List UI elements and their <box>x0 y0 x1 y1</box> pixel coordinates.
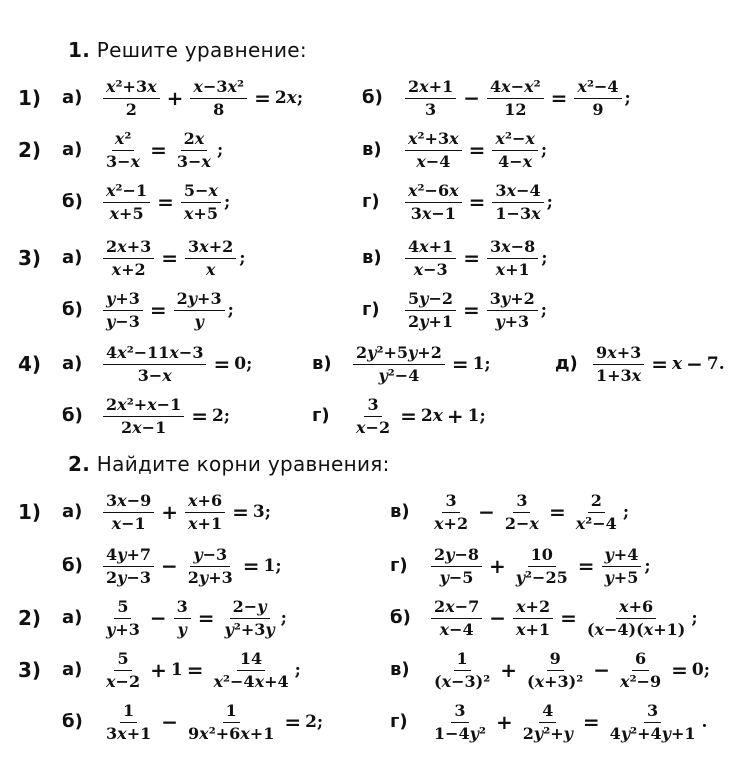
item-label: г) <box>362 299 380 320</box>
item-label: а) <box>62 607 83 628</box>
equation: $\frac{\text{x²}}{3-x}$ = $\frac{2x}{3-x}$ ; <box>106 128 224 171</box>
item-label: г) <box>390 555 408 576</box>
equation: $\frac{1}{\text{(x−3)²}}$ + $\frac{9}{\text{(x+3)²}}$ − $\frac{6}{\text{x²−9}}$ = 0; <box>434 648 710 691</box>
section-2-number: 2. <box>68 452 91 476</box>
item-label: б) <box>62 555 83 576</box>
equation: $\frac{9x+3}{1+3x}$ = x − 7. <box>590 334 725 394</box>
item-label: б) <box>62 711 83 732</box>
section-2-title: Найдите корни уравнения: <box>96 452 390 476</box>
equation: $\frac{\text{2x²+x−1}}{2x-1}$ = 2; <box>100 386 230 446</box>
equation: $\frac{2x+3}{x+2}$ = $\frac{3x+2}{x}$ ; <box>100 228 246 288</box>
item-label: в) <box>362 139 382 160</box>
item-label: б) <box>390 607 411 628</box>
equation: $\frac{2x+1}{3}$ − $\frac{\text{4x−x²}}{12}$ = $\frac{\text{x²−4}}{9}$ ; <box>402 68 631 128</box>
item-label: а) <box>62 501 83 522</box>
item-label: г) <box>312 405 330 426</box>
section-1-number: 1. <box>68 38 91 62</box>
exercise-number: 1) <box>18 86 42 110</box>
item-label: а) <box>62 659 83 680</box>
equation: $\frac{4y+7}{2y-3}$ − $\frac{y-3}{2y+3}$ = 1; <box>100 536 282 596</box>
equation: $\frac{3x-9}{x-1}$ + $\frac{x+6}{x+1}$ = 3; <box>100 482 271 542</box>
equation: $\frac{5y-2}{2y+1}$ = $\frac{3y+2}{y+3}$ ; <box>402 280 547 340</box>
equation: $\frac{3}{\text{1−4y²}}$ + $\frac{4}{\text{2y²+y}}$ = $\frac{3}{\text{4y²+4y+1}}$ . <box>434 700 708 743</box>
equation: $\frac{\text{x²−6x}}{3x-1}$ = $\frac{3x-4}{1-3x}$ ; <box>402 172 553 232</box>
equation: $\frac{5}{x-2}$ + 1 = $\frac{14}{\text{x²−4x+4}}$ ; <box>106 648 301 691</box>
item-label: в) <box>362 247 382 268</box>
item-label: в) <box>312 353 332 374</box>
equation: $\frac{\text{x²+3x}}{2}$ + $\frac{\text{x−3x²}}{8}$ = 2 x ; <box>100 68 303 128</box>
item-label: г) <box>362 191 380 212</box>
item-label: д) <box>555 353 578 374</box>
equation: $\frac{4x+1}{x-3}$ = $\frac{3x-8}{x+1}$ ; <box>402 228 548 288</box>
equation: $\frac{y+3}{y-3}$ = $\frac{2y+3}{y}$ ; <box>100 280 234 340</box>
exercise-number: 1) <box>18 500 42 524</box>
equation: $\frac{2y-8}{y-5}$ + $\frac{10}{\text{y²−25}}$ = $\frac{y+4}{y+5}$ ; <box>428 536 651 596</box>
exercise-number: 3) <box>18 658 42 682</box>
item-label: в) <box>390 501 410 522</box>
item-label: а) <box>62 139 83 160</box>
item-label: б) <box>62 405 83 426</box>
item-label: а) <box>62 87 83 108</box>
equation: $\frac{1}{3x+1}$ − $\frac{1}{\text{9x²+6x+1}}$ = 2; <box>106 700 324 743</box>
section-1-heading <box>68 38 307 62</box>
exercise-number: 2) <box>18 138 42 162</box>
item-label: а) <box>62 247 83 268</box>
item-label: а) <box>62 353 83 374</box>
equation: $\frac{\text{x²−1}}{x+5}$ = $\frac{5-x}{x+5}$ ; <box>100 172 230 232</box>
section-1-title: Решите уравнение: <box>96 38 307 62</box>
equation: $\frac{3}{x+2}$ − $\frac{3}{2-x}$ = $\frac{2}{\text{x²−4}}$ ; <box>434 490 630 533</box>
item-label: б) <box>362 87 383 108</box>
exercise-number: 3) <box>18 246 42 270</box>
equation: $\frac{\text{4x²−11x−3}}{3-x}$ = 0; <box>100 334 252 394</box>
equation: $\frac{\text{x²+3x}}{x-4}$ = $\frac{\text{x²−x}}{4-x}$ ; <box>402 120 547 180</box>
item-label: б) <box>62 191 83 212</box>
item-label: г) <box>390 711 408 732</box>
equation: $\frac{3}{x-2}$ = 2 x + 1; <box>356 394 486 437</box>
item-label: б) <box>62 299 83 320</box>
equation: $\frac{5}{y+3}$ − $\frac{3}{y}$ = $\frac{2-y}{\text{y²+3y}}$ ; <box>106 596 287 639</box>
equation: $\frac{2x-7}{x-4}$ − $\frac{x+2}{x+1}$ = $\frac{x+6}{(x-4)(x+1)}$ ; <box>428 588 698 648</box>
equation: $\frac{\text{2y²+5y+2}}{\text{y²−4}}$ = 1; <box>350 334 491 394</box>
exercise-number: 4) <box>18 352 42 376</box>
item-label: в) <box>390 659 410 680</box>
exercise-number: 2) <box>18 606 42 630</box>
section-2-heading <box>68 452 390 476</box>
